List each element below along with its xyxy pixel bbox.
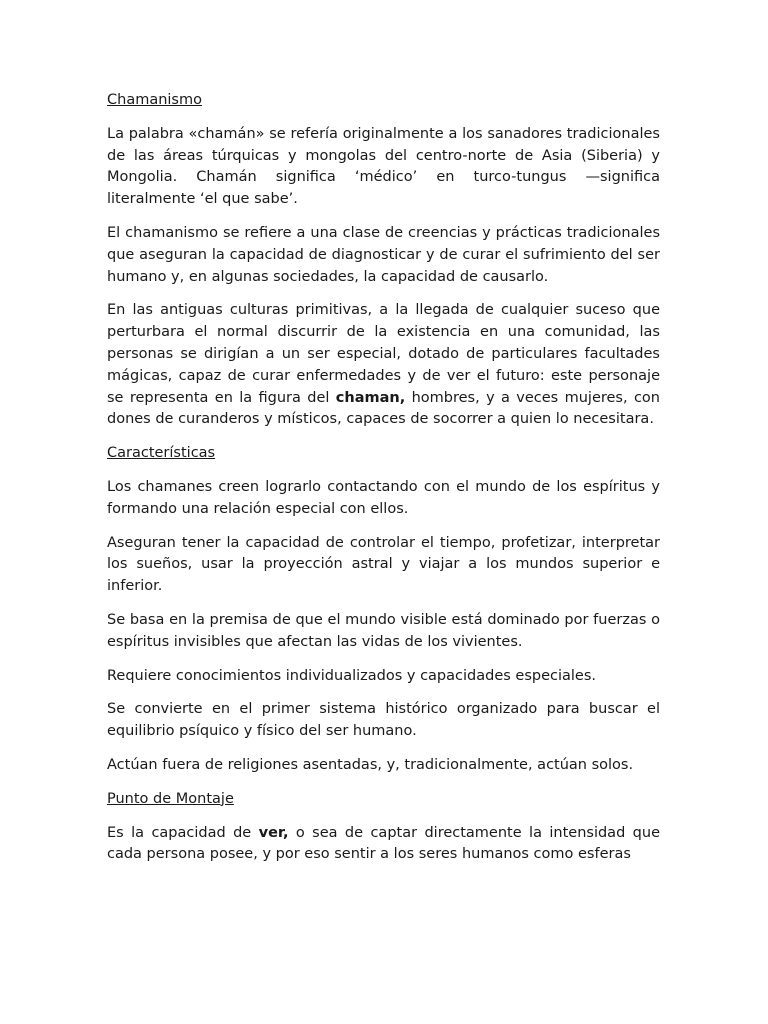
paragraph-premisa: Se basa en la premisa de que el mundo visible está dominado por fuerzas o espíritus invisibles que afectan las vidas de los vivientes. — [107, 611, 660, 650]
paragraph-capacidades: Aseguran tener la capacidad de controlar el tiempo, profetizar, interpretar los sueños, usar la proyección astral y viajar a los mundos superior e inferior. — [107, 534, 660, 595]
bold-term-chaman: chaman, — [335, 389, 406, 406]
paragraph-chaman-origin: La palabra «chamán» se refería originalmente a los sanadores tradicionales de las áreas túrquicas y mongolas del centro-norte de Asia (Siberia) y Mongolia. Chamán significa ‘médico’ en turco-tungus —significa literalmente ‘el que sabe’. — [107, 125, 660, 208]
paragraph-conocimientos: Requiere conocimientos individualizados y capacidades especiales. — [107, 667, 596, 684]
text-run: hombres, y a veces mujeres, con dones de curanderos y místicos, capaces de socorrer a quien lo necesitara. — [107, 389, 660, 428]
paragraph-capacidad-de-ver — [107, 823, 660, 867]
paragraph-actuan-solos: Actúan fuera de religiones asentadas, y, tradicionalmente, actúan solos. — [107, 756, 634, 773]
text-run: Es la capacidad de — [107, 824, 259, 841]
paragraph-primitive-cultures — [107, 300, 660, 431]
paragraph-chamanismo-definition: El chamanismo se refiere a una clase de creencias y prácticas tradicionales que aseguran la capacidad de diagnosticar y de curar el sufrimiento del ser humano y, en algunas sociedades, la capacidad de causarlo. — [107, 224, 660, 285]
text-run: o sea de captar directamente la intensidad que cada persona posee, y por eso sentir a los seres humanos como esferas — [107, 824, 660, 863]
bold-term-ver: ver, — [258, 824, 289, 841]
document-title: Chamanismo — [107, 92, 202, 108]
paragraph-sistema-historico: Se convierte en el primer sistema histórico organizado para buscar el equilibrio psíquico y físico del ser humano. — [107, 701, 660, 740]
section-heading-punto-de-montaje: Punto de Montaje — [107, 790, 234, 807]
document-page — [107, 90, 660, 878]
text-run: En las antiguas culturas primitivas, a la llegada de cualquier suceso que perturbara el normal discurrir de la existencia en una comunidad, las personas se dirigían a un ser especial, dotado de particulares facultades mágicas, capaz de curar enfermedades y de ver el futuro: este personaje se representa en la figura del — [107, 302, 660, 406]
section-heading-caracteristicas: Características — [107, 445, 216, 462]
paragraph-espiritus: Los chamanes creen lograrlo contactando con el mundo de los espíritus y formando una relación especial con ellos. — [107, 478, 660, 517]
